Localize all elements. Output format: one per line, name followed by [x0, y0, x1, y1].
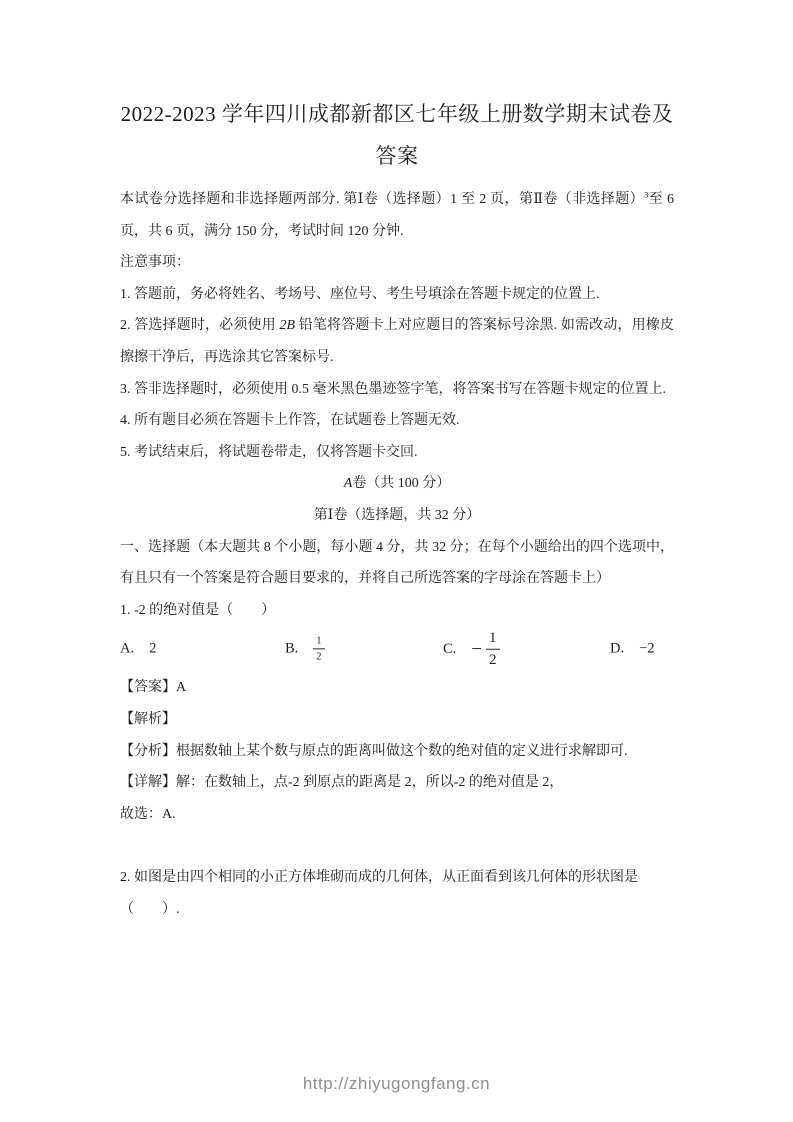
intro-superscript-page: 3	[644, 189, 649, 200]
page-title	[120, 93, 674, 177]
option-c-fraction	[486, 629, 500, 670]
option-d	[610, 641, 655, 658]
option-c-numerator: 1	[486, 629, 500, 650]
section-a-heading	[120, 468, 674, 500]
option-c-denominator: 2	[489, 651, 497, 668]
analysis-heading: 【解析】	[120, 711, 176, 727]
question-1-options	[120, 626, 674, 672]
notice-item-3: 3. 答非选择题时，必须使用 0.5 毫米黑色墨迹签字笔，将答案书写在答题卡规定的位置上.	[120, 381, 666, 397]
document-content	[120, 93, 674, 925]
notice-item-2-end: 铅笔将答题卡上对应题目的答案标号涂黑. 如需改动，用橡皮擦擦干净后，再选涂其它答案标号.	[120, 318, 675, 365]
footer-url: http://zhiyugongfang.cn	[302, 1074, 491, 1093]
section-a-rest: 卷（共 100 分）	[352, 476, 451, 492]
option-c-label: C.	[443, 640, 457, 657]
question-2-line1: 2. 如图是由四个相同的小正方体堆砌而成的几何体，从正面看到该几何体的形状图是	[120, 870, 638, 886]
option-b-denominator: 2	[316, 651, 322, 663]
option-b-label: B.	[285, 640, 299, 657]
option-b-numerator: 1	[313, 635, 324, 650]
option-c-minus-sign: −	[471, 638, 483, 660]
notice-item-5: 5. 考试结束后，将试题卷带走，仅将答题卡交回.	[120, 444, 418, 460]
option-a	[120, 641, 156, 658]
conclusion-line: 故选：A.	[120, 806, 176, 822]
question-1-text: 1. -2 的绝对值是（ ）	[120, 602, 276, 618]
notice-item-2	[120, 310, 674, 373]
option-b-fraction	[313, 635, 324, 664]
pencil-grade-italic: 2B	[279, 318, 296, 334]
option-c	[443, 629, 500, 670]
intro-text-start: 本试卷分选择题和非选择题两部分. 第Ⅰ卷（选择题）1 至 2 页，第Ⅱ卷（非选择题）	[120, 192, 645, 207]
option-d-value: −2	[639, 640, 655, 657]
answer-line: 【答案】A	[120, 680, 187, 696]
notice-item-1: 1. 答题前，务必将姓名、考场号、座位号、考生号填涂在答题卡规定的位置上.	[120, 286, 600, 302]
part-one-heading: 一、选择题（本大题共 8 个小题，每小题 4 分，共 32 分；在每个小题给出的四个选项中，有且只有一个答案是符合题目要求的，并将自己所选答案的字母涂在答题卡上）	[120, 539, 674, 587]
notice-item-4: 4. 所有题目必须在答题卡上作答，在试题卷上答题无效.	[120, 413, 460, 429]
intro-text-end: 至 6 页，共 6 页，满分 150 分，考试时间 120 分钟.	[120, 192, 675, 239]
section-i-heading: 第Ⅰ卷（选择题，共 32 分）	[313, 507, 481, 523]
question-2-line2: （ ）.	[120, 901, 180, 917]
page-title-line1: 2022-2023 学年四川成都新都区七年级上册数学期末试卷及	[120, 102, 674, 126]
notice-heading: 注意事项：	[120, 255, 190, 271]
analysis-line: 【分析】根据数轴上某个数与原点的距离叫做这个数的绝对值的定义进行求解即可.	[120, 743, 628, 759]
option-a-label: A.	[120, 640, 135, 657]
detail-line: 【详解】解：在数轴上，点-2 到原点的距离是 2，所以-2 的绝对值是 2，	[120, 775, 564, 791]
option-d-label: D.	[610, 640, 625, 657]
intro-paragraph	[120, 184, 674, 247]
option-b	[285, 635, 325, 664]
section-a-letter: A	[343, 476, 353, 492]
page-title-line2: 答案	[375, 144, 419, 168]
option-a-value: 2	[149, 640, 157, 657]
notice-item-2-start: 2. 答选择题时，必须使用	[120, 318, 280, 334]
paragraph-spacer	[120, 830, 674, 862]
